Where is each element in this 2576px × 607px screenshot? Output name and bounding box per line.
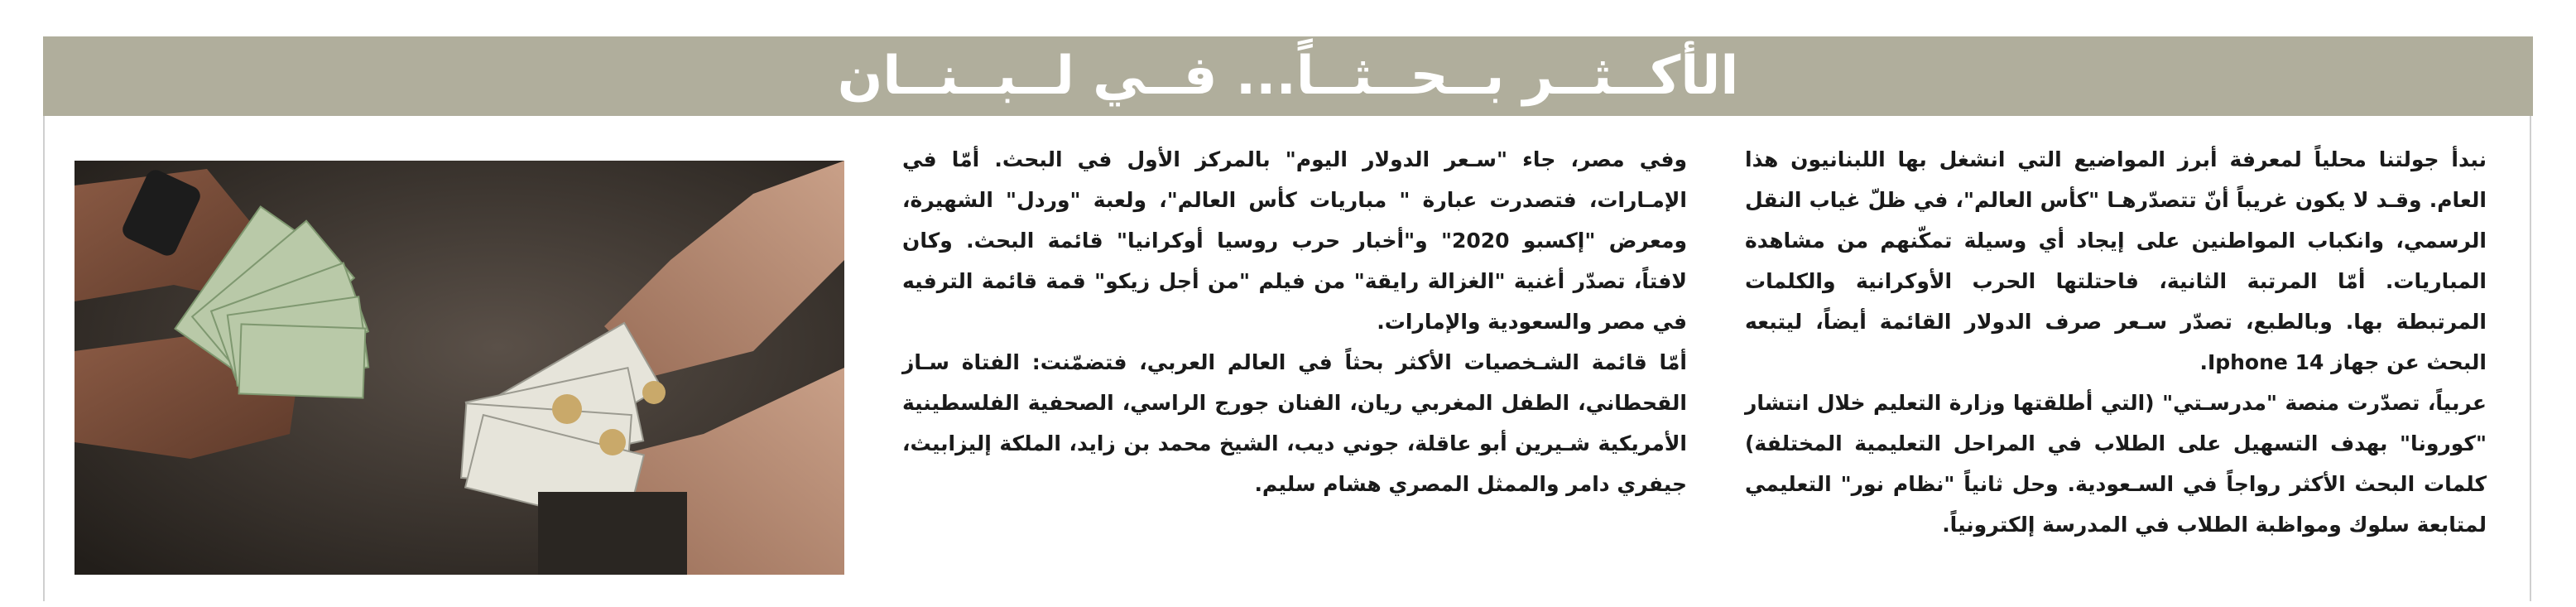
money-exchange-photo [74, 161, 844, 575]
banner-title: الأكــثــر بــحــثــاً... فــي لــبــنــان [837, 46, 1739, 107]
photo-illustration [74, 161, 844, 575]
article-column-middle [902, 139, 1687, 504]
shadow-shape [538, 492, 687, 575]
article-paragraph: أمّا قائمة الشـخصيات الأكثر بحثاً في العالم العربي، فتضمّنت: الفتاة سـاز القحطاني، الطفل المغربي ريان، الفنان جورج الراسي، الصحفية الفلسطينية الأمريكية شـيرين أبو عاقلة، جوني ديب، الشيخ محمد بن زايد، الملكة إليزابيث، جيفري دامر والممثل المصري هشام سليم. [902, 350, 1687, 496]
article-paragraph: عربياً، تصدّرت منصة "مدرسـتي" (التي أطلقتها وزارة التعليم خلال انتشار "كورونا" بهدف التسهيل على الطلاب في المراحل التعليمية المختلفة) كلمات البحث الأكثر رواجاً في السـعودية. وحل ثانياً "نظام نور" التعليمي لمتابعة سلوك ومواظبة الطلاب في المدرسة إلكترونياً. [1745, 391, 2487, 537]
article-column-right [1745, 139, 2487, 545]
article-paragraph: نبدأ جولتنا محلياً لمعرفة أبرز المواضيع التي انشغل بها اللبنانيون هذا العام. وقـد لا يكون غريباً أنّ تتصدّرهـا "كأس العالم"، في ظلّ غياب النقل الرسمي، وانكباب المواطنين على إيجاد أي وسيلة تمكّنهم من مشاهدة المباريات. أمّا المرتبة الثانية، فاحتلتها الحرب الأوكرانية والكلمات المرتبطة بها. وبالطبع، تصدّر سـعر صرف الدولار القائمة أيضاً، ليتبعه البحث عن جهاز Iphone 14. [1745, 147, 2487, 374]
article-paragraph: وفي مصر، جاء "سـعر الدولار اليوم" بالمركز الأول في البحث. أمّا في الإمـارات، فتصدرت عبارة " مباريات كأس العالم"، ولعبة "وردل" الشهيرة، ومعرض "إكسبو 2020" و"أخبار حرب روسيا أوكرانيا" قائمة البحث. وكان لافتاً، تصدّر أغنية "الغزالة رايقة" من فيلم "من أجل زيكو" قمة قائمة الترفيه في مصر والسعودية والإمارات. [902, 147, 1687, 334]
section-banner [43, 36, 2533, 116]
